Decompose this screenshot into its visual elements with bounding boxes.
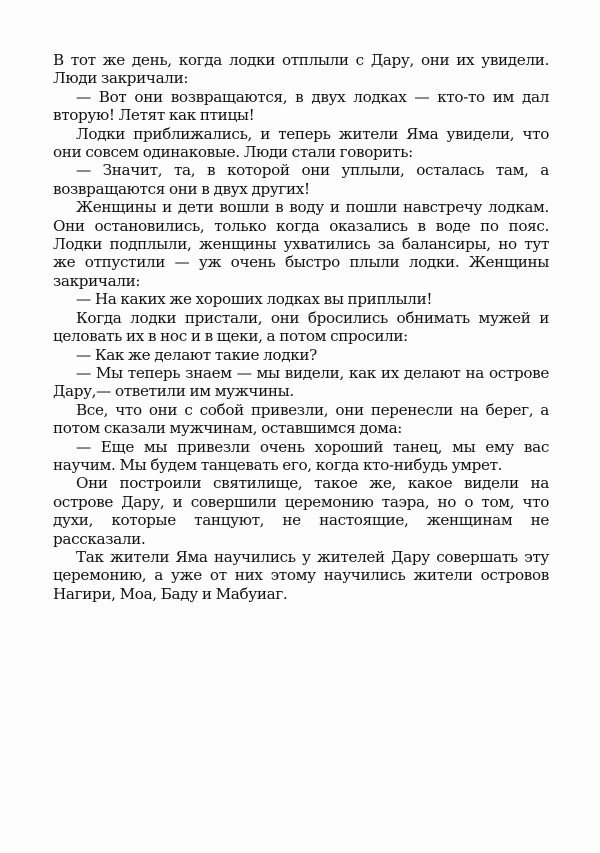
paragraph-13: Так жители Яма научились у жителей Дару совершать эту церемонию, а уже от них этому научились жители островов Нагири, Моа, Баду и Мабуиаг. — [53, 547, 549, 603]
paragraph-10: Все, что они с собой привезли, они перенесли на берег, а потом сказали мужчинам, оставшимся дома: — [53, 400, 549, 438]
paragraph-3: Лодки приближались, и теперь жители Яма увидели, что они совсем одинаковые. Люди стали говорить: — [53, 124, 549, 162]
paragraph-8: — Как же делают такие лодки? — [76, 345, 317, 364]
paragraph-4: — Значит, та, в которой они уплыли, осталась там, а возвращаются они в двух других! — [53, 161, 549, 198]
paragraph-7: Когда лодки пристали, они бросились обнимать мужей и целовать их в нос и в щеки, а потом спросили: — [53, 308, 549, 346]
paragraph-2: — Вот они возвращаются, в двух лодках — кто-то им дал вторую! Летят как птицы! — [53, 87, 549, 125]
body-text — [53, 51, 549, 603]
paragraph-6: — На каких же хороших лодках вы приплыли! — [76, 290, 433, 309]
paragraph-5: Женщины и дети вошли в воду и пошли навстречу лодкам. Они остановились, только когда оказались в воде по пояс. Лодки подплыли, женщины ухватились за балансиры, но тут же отпустили — уж очень быстро плыли лодки. Женщины закричали: — [53, 198, 549, 290]
paragraph-11: — Еще мы привезли очень хороший танец, мы ему вас научим. Мы будем танцевать его, когда кто-нибудь умрет. — [53, 437, 549, 474]
paragraph-1: В тот же день, когда лодки отплыли с Дару, они их увидели. Люди закричали: — [53, 51, 549, 88]
paragraph-12: Они построили святилище, такое же, какое видели на острове Дару, и совершили церемонию таэра, но о том, что духи, которые танцуют, не настоящие, женщинам не рассказали. — [53, 474, 549, 548]
paragraph-9: — Мы теперь знаем — мы видели, как их делают на острове Дару,— ответили им мужчины. — [53, 363, 549, 401]
